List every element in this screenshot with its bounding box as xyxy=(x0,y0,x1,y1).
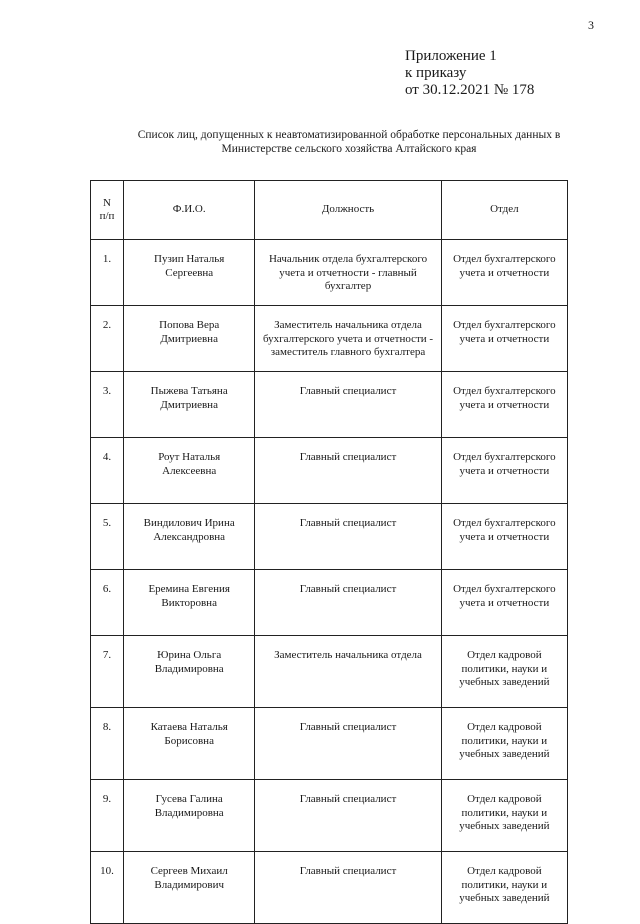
person-name-line: Владимирович xyxy=(154,878,225,891)
department-line: Отдел кадровой xyxy=(467,865,542,877)
position-line: Начальник отдела бухгалтерского xyxy=(268,253,428,265)
department-line: учета и отчетности xyxy=(459,530,550,543)
row-number: 1. xyxy=(91,240,124,306)
position-line: учета и отчетности - главный xyxy=(279,266,417,279)
header-number xyxy=(91,181,124,240)
person-name-line: Пузип Наталья xyxy=(154,253,225,265)
table-row xyxy=(91,570,568,636)
table-row xyxy=(91,372,568,438)
person-name xyxy=(124,504,255,570)
header-name: Ф.И.О. xyxy=(124,181,255,240)
department-line: учебных заведений xyxy=(459,820,550,832)
title-line: Министерстве сельского хозяйства Алтайского края xyxy=(221,143,477,155)
department-line: учебных заведений xyxy=(459,892,550,904)
person-name-line: Попова Вера xyxy=(159,319,220,331)
position-line: заместитель главного бухгалтера xyxy=(270,346,426,358)
row-number: 3. xyxy=(91,372,124,438)
table-row xyxy=(91,852,568,924)
table-row xyxy=(91,240,568,306)
person-name xyxy=(124,372,255,438)
person-name-line: Владимировна xyxy=(154,662,224,675)
appendix-line: Приложение 1 xyxy=(405,48,497,64)
position-line: бухгалтерского учета и отчетности - xyxy=(262,332,434,345)
position-line: Главный специалист xyxy=(299,385,397,397)
person-name-line: Борисовна xyxy=(164,734,214,747)
person-name-line: Дмитриевна xyxy=(160,332,218,345)
person-name-line: Гусева Галина xyxy=(155,793,223,805)
position-line: Главный специалист xyxy=(299,865,397,877)
position-line: Главный специалист xyxy=(299,721,397,733)
row-number: 9. xyxy=(91,780,124,852)
person-name-line: Юрина Ольга xyxy=(157,649,222,661)
department-line: политики, науки и xyxy=(461,878,548,891)
header-position: Должность xyxy=(255,181,441,240)
position-line: бухгалтер xyxy=(324,280,372,292)
department-line: Отдел бухгалтерского xyxy=(453,583,556,595)
table-header-row xyxy=(91,181,568,240)
appendix-line: к приказу xyxy=(405,65,467,81)
position xyxy=(255,438,441,504)
row-number: 8. xyxy=(91,708,124,780)
department xyxy=(441,438,567,504)
position xyxy=(255,780,441,852)
position xyxy=(255,570,441,636)
department-line: политики, науки и xyxy=(461,662,548,675)
position-line: Главный специалист xyxy=(299,451,397,463)
department-line: политики, науки и xyxy=(461,806,548,819)
position xyxy=(255,636,441,708)
position xyxy=(255,852,441,924)
department-line: учебных заведений xyxy=(459,676,550,688)
department-line: учета и отчетности xyxy=(459,266,550,279)
department-line: Отдел кадровой xyxy=(467,721,542,733)
staff-table xyxy=(90,180,568,924)
department xyxy=(441,708,567,780)
person-name xyxy=(124,636,255,708)
page-number: 3 xyxy=(588,18,594,32)
document-title xyxy=(120,128,578,156)
department xyxy=(441,504,567,570)
header-number-line: п/п xyxy=(99,210,115,222)
department-line: учета и отчетности xyxy=(459,596,550,609)
table-row xyxy=(91,780,568,852)
table-row xyxy=(91,306,568,372)
department xyxy=(441,780,567,852)
table-row xyxy=(91,636,568,708)
department-line: учета и отчетности xyxy=(459,398,550,411)
row-number: 6. xyxy=(91,570,124,636)
department-line: Отдел кадровой xyxy=(467,793,542,805)
header-number-line: N xyxy=(103,196,111,209)
department xyxy=(441,636,567,708)
department-line: учета и отчетности xyxy=(459,464,550,477)
department-line: Отдел бухгалтерского xyxy=(453,319,556,331)
department-line: Отдел кадровой xyxy=(467,649,542,661)
position-line: Главный специалист xyxy=(299,793,397,805)
appendix-header xyxy=(405,48,534,99)
position xyxy=(255,708,441,780)
department xyxy=(441,240,567,306)
person-name-line: Роут Наталья xyxy=(158,451,221,463)
row-number: 7. xyxy=(91,636,124,708)
department-line: учета и отчетности xyxy=(459,332,550,345)
row-number: 5. xyxy=(91,504,124,570)
position-line: Главный специалист xyxy=(299,517,397,529)
appendix-line: от 30.12.2021 № 178 xyxy=(405,82,535,98)
title-line: Список лиц, допущенных к неавтоматизированной обработке персональных данных в xyxy=(137,129,561,141)
person-name xyxy=(124,780,255,852)
department xyxy=(441,852,567,924)
department-line: Отдел бухгалтерского xyxy=(453,517,556,529)
position xyxy=(255,372,441,438)
position xyxy=(255,504,441,570)
position-line: Заместитель начальника отдела xyxy=(274,319,422,331)
row-number: 4. xyxy=(91,438,124,504)
position xyxy=(255,240,441,306)
person-name-line: Пыжева Татьяна xyxy=(150,385,228,397)
person-name-line: Сергеев Михаил xyxy=(150,865,228,877)
person-name xyxy=(124,306,255,372)
department-line: Отдел бухгалтерского xyxy=(453,451,556,463)
table-row xyxy=(91,504,568,570)
person-name-line: Дмитриевна xyxy=(160,398,218,411)
person-name-line: Катаева Наталья xyxy=(150,721,228,733)
person-name xyxy=(124,708,255,780)
table-row xyxy=(91,438,568,504)
person-name-line: Виндилович Ирина xyxy=(143,517,235,529)
row-number: 10. xyxy=(91,852,124,924)
person-name-line: Сергеевна xyxy=(165,266,214,279)
department-line: политики, науки и xyxy=(461,734,548,747)
department xyxy=(441,372,567,438)
person-name xyxy=(124,852,255,924)
person-name xyxy=(124,438,255,504)
person-name-line: Викторовна xyxy=(161,596,217,609)
department xyxy=(441,570,567,636)
person-name-line: Владимировна xyxy=(154,806,224,819)
department-line: Отдел бухгалтерского xyxy=(453,385,556,397)
position-line: Главный специалист xyxy=(299,583,397,595)
header-department: Отдел xyxy=(441,181,567,240)
department-line: учебных заведений xyxy=(459,748,550,760)
table-row xyxy=(91,708,568,780)
position xyxy=(255,306,441,372)
person-name-line: Алексеевна xyxy=(162,464,217,477)
person-name xyxy=(124,240,255,306)
person-name xyxy=(124,570,255,636)
person-name-line: Александровна xyxy=(153,530,226,543)
department xyxy=(441,306,567,372)
person-name-line: Еремина Евгения xyxy=(148,583,230,595)
position-line: Заместитель начальника отдела xyxy=(274,649,422,661)
department-line: Отдел бухгалтерского xyxy=(453,253,556,265)
row-number: 2. xyxy=(91,306,124,372)
